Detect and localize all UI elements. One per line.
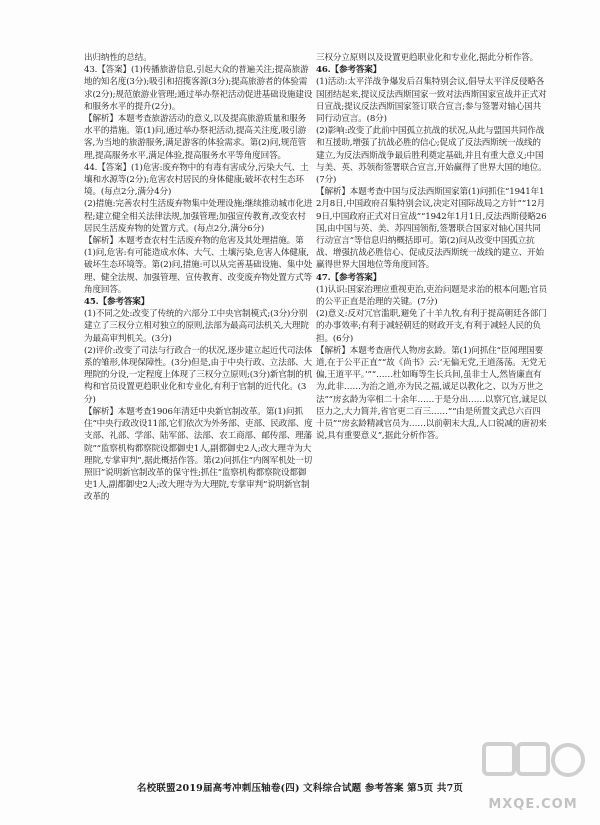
paragraph: (1)活动:太平洋战争爆发后召集特别会议,倡导太平洋反侵略各国团结起来,提议反法西斯国家一致对法西斯国家宣战并正式对日宣战;提议反法西斯国家签订联合宣言;参与签署对轴心国共同行动宣言。(8分) bbox=[316, 77, 547, 125]
paragraph: 43.【答案】(1)传播旅游信息,引起大众的普遍关注;提高旅游地的知名度(3分);吸引和招揽客源(3分);提高旅游者的体验需求(2分);规范旅游业管理;通过举办祭祀活动促进基础设施建设和服务水平的提升(2分)。 bbox=[84, 65, 313, 112]
watermark-logo bbox=[478, 738, 588, 818]
paragraph: (2)评价:改变了司法与行政合一的状况,逐步建立起近代司法体系的雏形,体现保障性。(3分)但是,由于中央行政、立法部、大理院的分设,一定程度上体现了三权分立原则;(3分)新官制的机构和官员设置更趋职业化和专业化,有利于官制的近代化。(3分) bbox=[84, 345, 313, 405]
left-column bbox=[84, 52, 314, 504]
paragraph: 44.【答案】(1)危害:废弃物中的有毒有害成分,污染大气、土壤和水源等(2分);危害农村居民的身体健康;破坏农村生态环境。(每点2分,满分4分) bbox=[84, 162, 309, 198]
watermark-text: MXQE.COM bbox=[488, 797, 578, 812]
watermark-icon bbox=[478, 738, 588, 798]
paragraph: 【解析】本题考查1906年清廷中央新官制改革。第(1)问抓住“中央行政改设11部,它们依次为外务部、吏部、民政部、度支部、礼部、学部、陆军部、法部、农工商部、邮传部、理藩院”“监察机构都察院设都御史1人,副都御史2人;改大理寺为大理院,专掌审判”,据此概括作答。第(2)问抓住“内阁军机处一切照旧”说明新官制改革的保守性;抓住“监察机构都察院设都御史1人,副都御史2人;改大理寺为大理院,专掌审判”说明新官制改革的 bbox=[84, 406, 313, 503]
page-footer: 名校联盟2019届高考冲刺压轴卷(四) 文科综合试题 参考答案 第5页 共7页 bbox=[136, 783, 464, 794]
paragraph: (1)不同之处:改变了传统的六部分工中央官制模式;(3分)分别建立了三权分立相对独立的原则,法部为最高司法机关,大理院为最高审判机关。(3分) bbox=[84, 309, 309, 344]
paragraph: 三权分立原则以及设置更趋职业化和专业化,据此分析作答。 bbox=[316, 53, 539, 63]
paragraph: 【解析】本题考查唐代人物房玄龄。第(1)问抓住“臣闻理国要道,在于公平正直”“故《尚书》云:‘无偏无党,王道荡荡。无党无偏,王道平平。’”“……杜如晦等生长兵间,虽非士人,然皆廉直有为,此非……为治之道,亦为民之福,诚足以教化之、以为万世之法”“房玄龄为宰相二十余年……于是分出……以察冗官,诚足以臣力之,大力简并,省官更二百三……”“由是所置文武总六百四十员”“房玄龄精减官员为……以前朝末大乱,人口锐减的唐初来说,具有重要意义”,据此分析作答。 bbox=[316, 345, 547, 442]
paragraph: 47.【参考答案】 bbox=[316, 272, 382, 283]
paragraph: (1)认识:国家治理应重视吏治,吏治问题是求治的根本问题;官员的公平正直是治理的关键。(7分) bbox=[316, 284, 547, 308]
paragraph: 45.【参考答案】 bbox=[84, 297, 150, 308]
right-column bbox=[316, 52, 548, 443]
paragraph: 【解析】本题考查中国与反法西斯国家第(1)问抓住“1941年12月8日,中国政府召集特别会议,决定对国际战局之方针”“12月9日,中国政府正式对日宣战”“1942年1月1日,反法西斯侵略26国,由中国与英、美、苏四国领衔,签署联合国家对轴心国共同行动宣言”等信息归纳概括即可。第(2)问从改变中国孤立抗战、增强抗战必胜信心、促成反法西斯统一战线的建立、开始赢得世界大国地位等角度回答。 bbox=[316, 187, 547, 271]
paragraph: (2)意义:反对冗官滥职,避免了十羊九牧,有利于提高朝廷各部门的办事效率;有利于减轻朝廷的财政开支,有利于减轻人民的负担。(6分) bbox=[316, 309, 547, 344]
paragraph: (2)影响:改变了此前中国孤立抗战的状况,从此与盟国共同作战和互援助,增强了抗战必胜的信心;促成了反法西斯统一战线的建立,为反法西斯战争最后胜利奠定基础,并且有重大意义;中国与美、英、苏领衔签署联合宣言,开始赢得了世界大国的地位。(7分) bbox=[316, 126, 547, 186]
paragraph: 46.【参考答案】 bbox=[316, 65, 382, 76]
paragraph: 【解析】本题考查农村生活废弃物的危害及其处理措施。第(1)问,危害:有可能造成水体、大气、土壤污染,危害人体健康,破坏生态环境等。第(2)问,措施:可以从完善基础设施、集中处理、健全法规、加强管理、宣传教育、改变废弃物处置方式等角度回答。 bbox=[84, 236, 313, 295]
paragraph: 出归纳性的总结。 bbox=[84, 53, 152, 63]
paragraph: (2)措施:完善农村生活废弃物集中处理设施;继续推动城市化进程;建立健全相关法律法规,加强管理;加强宣传教育,改变农村居民生活废弃物的处置方式。(每点2分,满分6分) bbox=[84, 199, 313, 234]
paragraph: 【解析】本题考查旅游活动的意义,以及提高旅游质量和服务水平的措施。第(1)问,通过举办祭祀活动,提高关注度,吸引游客,为当地的旅游服务,满足游客的体验需求。第(2)问,规范管理,提高服务水平,满足体验,提高服务水平等角度回答。 bbox=[84, 114, 307, 161]
